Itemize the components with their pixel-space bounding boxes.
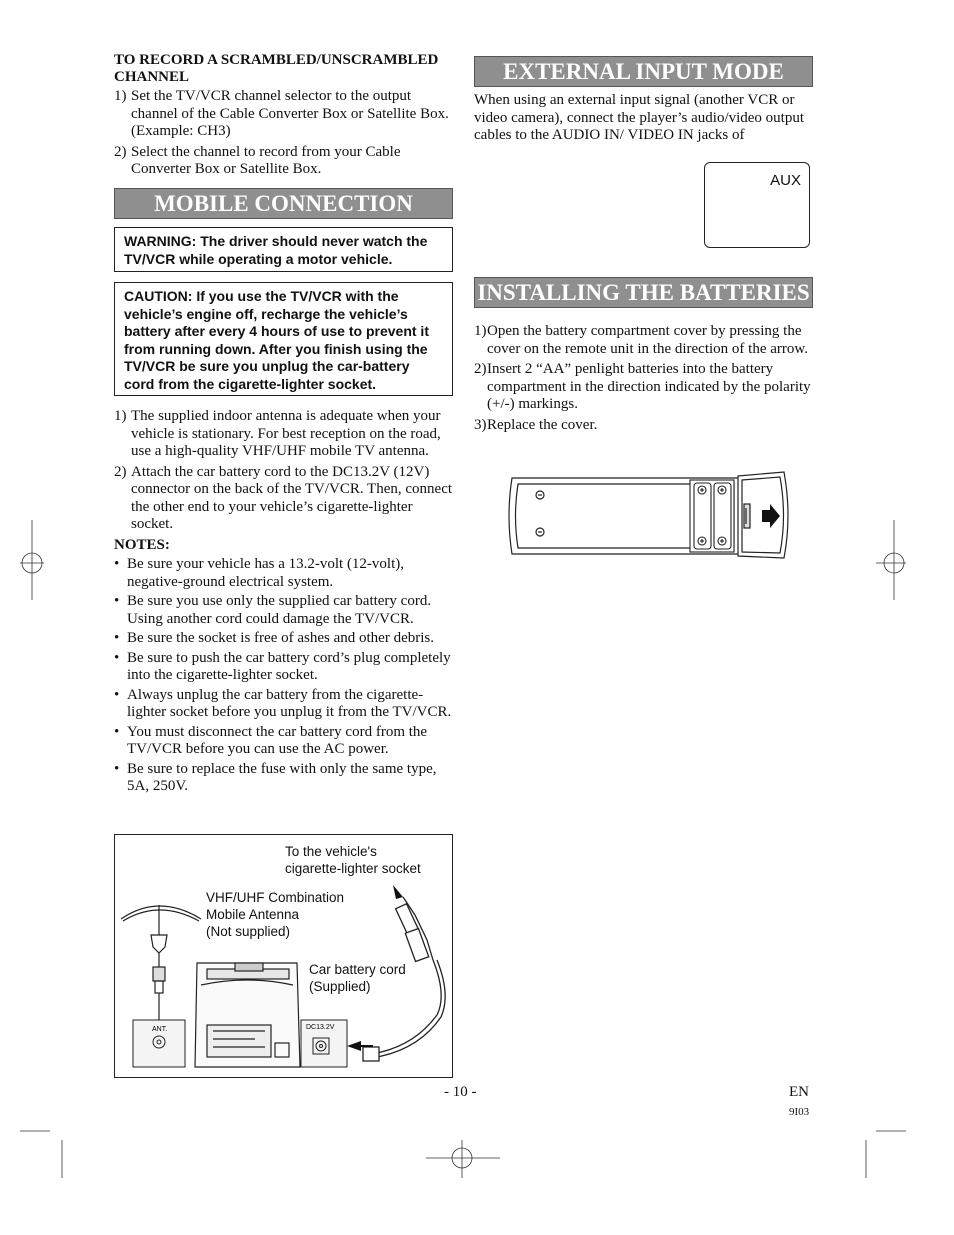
note-item: • You must disconnect the car battery cord from the TV/VCR before you can use the AC power. bbox=[114, 724, 454, 759]
battery-step bbox=[474, 323, 814, 358]
antenna-icon bbox=[121, 905, 201, 1025]
step-text: The supplied indoor antenna is adequate when your vehicle is stationary. For best reception on the road, use a high-quality VHF/UHF mobile TV antenna. bbox=[131, 408, 441, 459]
step-number: 2) bbox=[114, 143, 127, 160]
step-number: 1) bbox=[474, 323, 487, 339]
label-antenna: VHF/UHF Combination Mobile Antenna (Not supplied) bbox=[206, 890, 345, 939]
language-code: EN bbox=[789, 1084, 809, 1100]
tv-screen-aux bbox=[704, 162, 810, 248]
note-item: • Be sure you use only the supplied car battery cord. Using another cord could damage the TV/VCR. bbox=[114, 593, 454, 628]
label-car-battery-cord: Car battery cord (Supplied) bbox=[309, 962, 406, 994]
record-step bbox=[114, 144, 454, 179]
mobile-connection-heading: MOBILE CONNECTION bbox=[114, 188, 453, 219]
step-number: 2) bbox=[474, 361, 487, 377]
external-input-heading: EXTERNAL INPUT MODE bbox=[474, 56, 813, 87]
step-text: Open the battery compartment cover by pressing the cover on the remote unit in the direction of the arrow. bbox=[487, 323, 808, 357]
battery-step bbox=[474, 417, 814, 435]
battery-steps bbox=[474, 323, 814, 434]
battery-compartment-icon bbox=[690, 480, 734, 552]
step-text: Set the TV/VCR channel selector to the output channel of the Cable Converter Box or Satellite Box. (Example: CH3) bbox=[131, 88, 449, 139]
dc-label: DC13.2V bbox=[306, 1024, 335, 1031]
warning-box: WARNING: The driver should never watch the TV/VCR while operating a motor vehicle. bbox=[114, 227, 453, 272]
label-cigarette-socket: To the vehicle's cigarette-lighter socket bbox=[285, 844, 421, 876]
installing-batteries-heading: INSTALLING THE BATTERIES bbox=[474, 277, 813, 308]
mobile-step bbox=[114, 464, 454, 534]
caution-box: CAUTION: If you use the TV/VCR with the vehicle’s engine off, recharge the vehicle’s battery after every 4 hours of use to prevent it from running down. After you finish using the TV/VCR be sure you unplug the car-battery cord from the cigarette-lighter socket. bbox=[114, 282, 453, 396]
remote-battery-illustration bbox=[504, 470, 796, 562]
mobile-step bbox=[114, 408, 454, 461]
external-input-text: When using an external input signal (another VCR or video camera), connect the player’s audio/video output cables to the AUDIO IN/ VIDEO IN jacks of bbox=[474, 92, 805, 143]
record-title bbox=[114, 52, 454, 86]
note-item: • Be sure the socket is free of ashes and other debris. bbox=[114, 630, 454, 648]
notes-list bbox=[114, 556, 454, 796]
battery-step bbox=[474, 361, 814, 414]
step-text: Insert 2 “AA” penlight batteries into the battery compartment in the direction indicated by the polarity (+/-) markings. bbox=[487, 361, 811, 412]
document-code: 9I03 bbox=[789, 1106, 810, 1118]
step-number: 1) bbox=[114, 408, 127, 424]
record-steps bbox=[114, 88, 454, 179]
notes-title: NOTES: bbox=[114, 536, 170, 553]
page-number: - 10 - bbox=[444, 1084, 477, 1100]
registration-mark-bottom bbox=[426, 1140, 500, 1178]
step-number: 2) bbox=[114, 463, 127, 480]
registration-mark-right bbox=[876, 520, 906, 600]
step-number: 3) bbox=[474, 416, 487, 433]
car-battery-cord-icon bbox=[363, 897, 445, 1061]
registration-mark-left bbox=[20, 520, 44, 600]
step-text: Replace the cover. bbox=[487, 416, 598, 433]
diagram-drawing bbox=[115, 835, 452, 1077]
step-text: Attach the car battery cord to the DC13.2V (12V) connector on the back of the TV/VCR. Then, connect the other end to your vehicle’s cigarette-lighter socket. bbox=[131, 463, 453, 532]
record-title-line2: CHANNEL bbox=[114, 69, 190, 85]
mobile-steps bbox=[114, 408, 454, 534]
note-item: • Be sure your vehicle has a 13.2-volt (12-volt), negative-ground electrical system. bbox=[114, 556, 454, 591]
note-item: • Always unplug the car battery from the cigarette-lighter socket before you unplug it from the TV/VCR. bbox=[114, 687, 454, 722]
arrow-icon bbox=[347, 885, 403, 1051]
ant-label: ANT. bbox=[152, 1026, 168, 1033]
record-title-line1: TO RECORD A SCRAMBLED/UNSCRAMBLED bbox=[114, 52, 439, 68]
aux-label: AUX bbox=[770, 172, 801, 189]
tv-vcr-rear-icon bbox=[195, 963, 300, 1067]
batteries-steps-section bbox=[474, 323, 814, 437]
record-section bbox=[114, 52, 454, 182]
mobile-steps-section bbox=[114, 408, 454, 798]
step-number: 1) bbox=[114, 88, 127, 104]
note-item: • Be sure to push the car battery cord’s plug completely into the cigarette-lighter socket. bbox=[114, 650, 454, 685]
record-step bbox=[114, 88, 454, 141]
mobile-connection-diagram bbox=[114, 834, 453, 1078]
note-item: • Be sure to replace the fuse with only the same type, 5A, 250V. bbox=[114, 761, 454, 796]
step-text: Select the channel to record from your Cable Converter Box or Satellite Box. bbox=[131, 143, 401, 177]
